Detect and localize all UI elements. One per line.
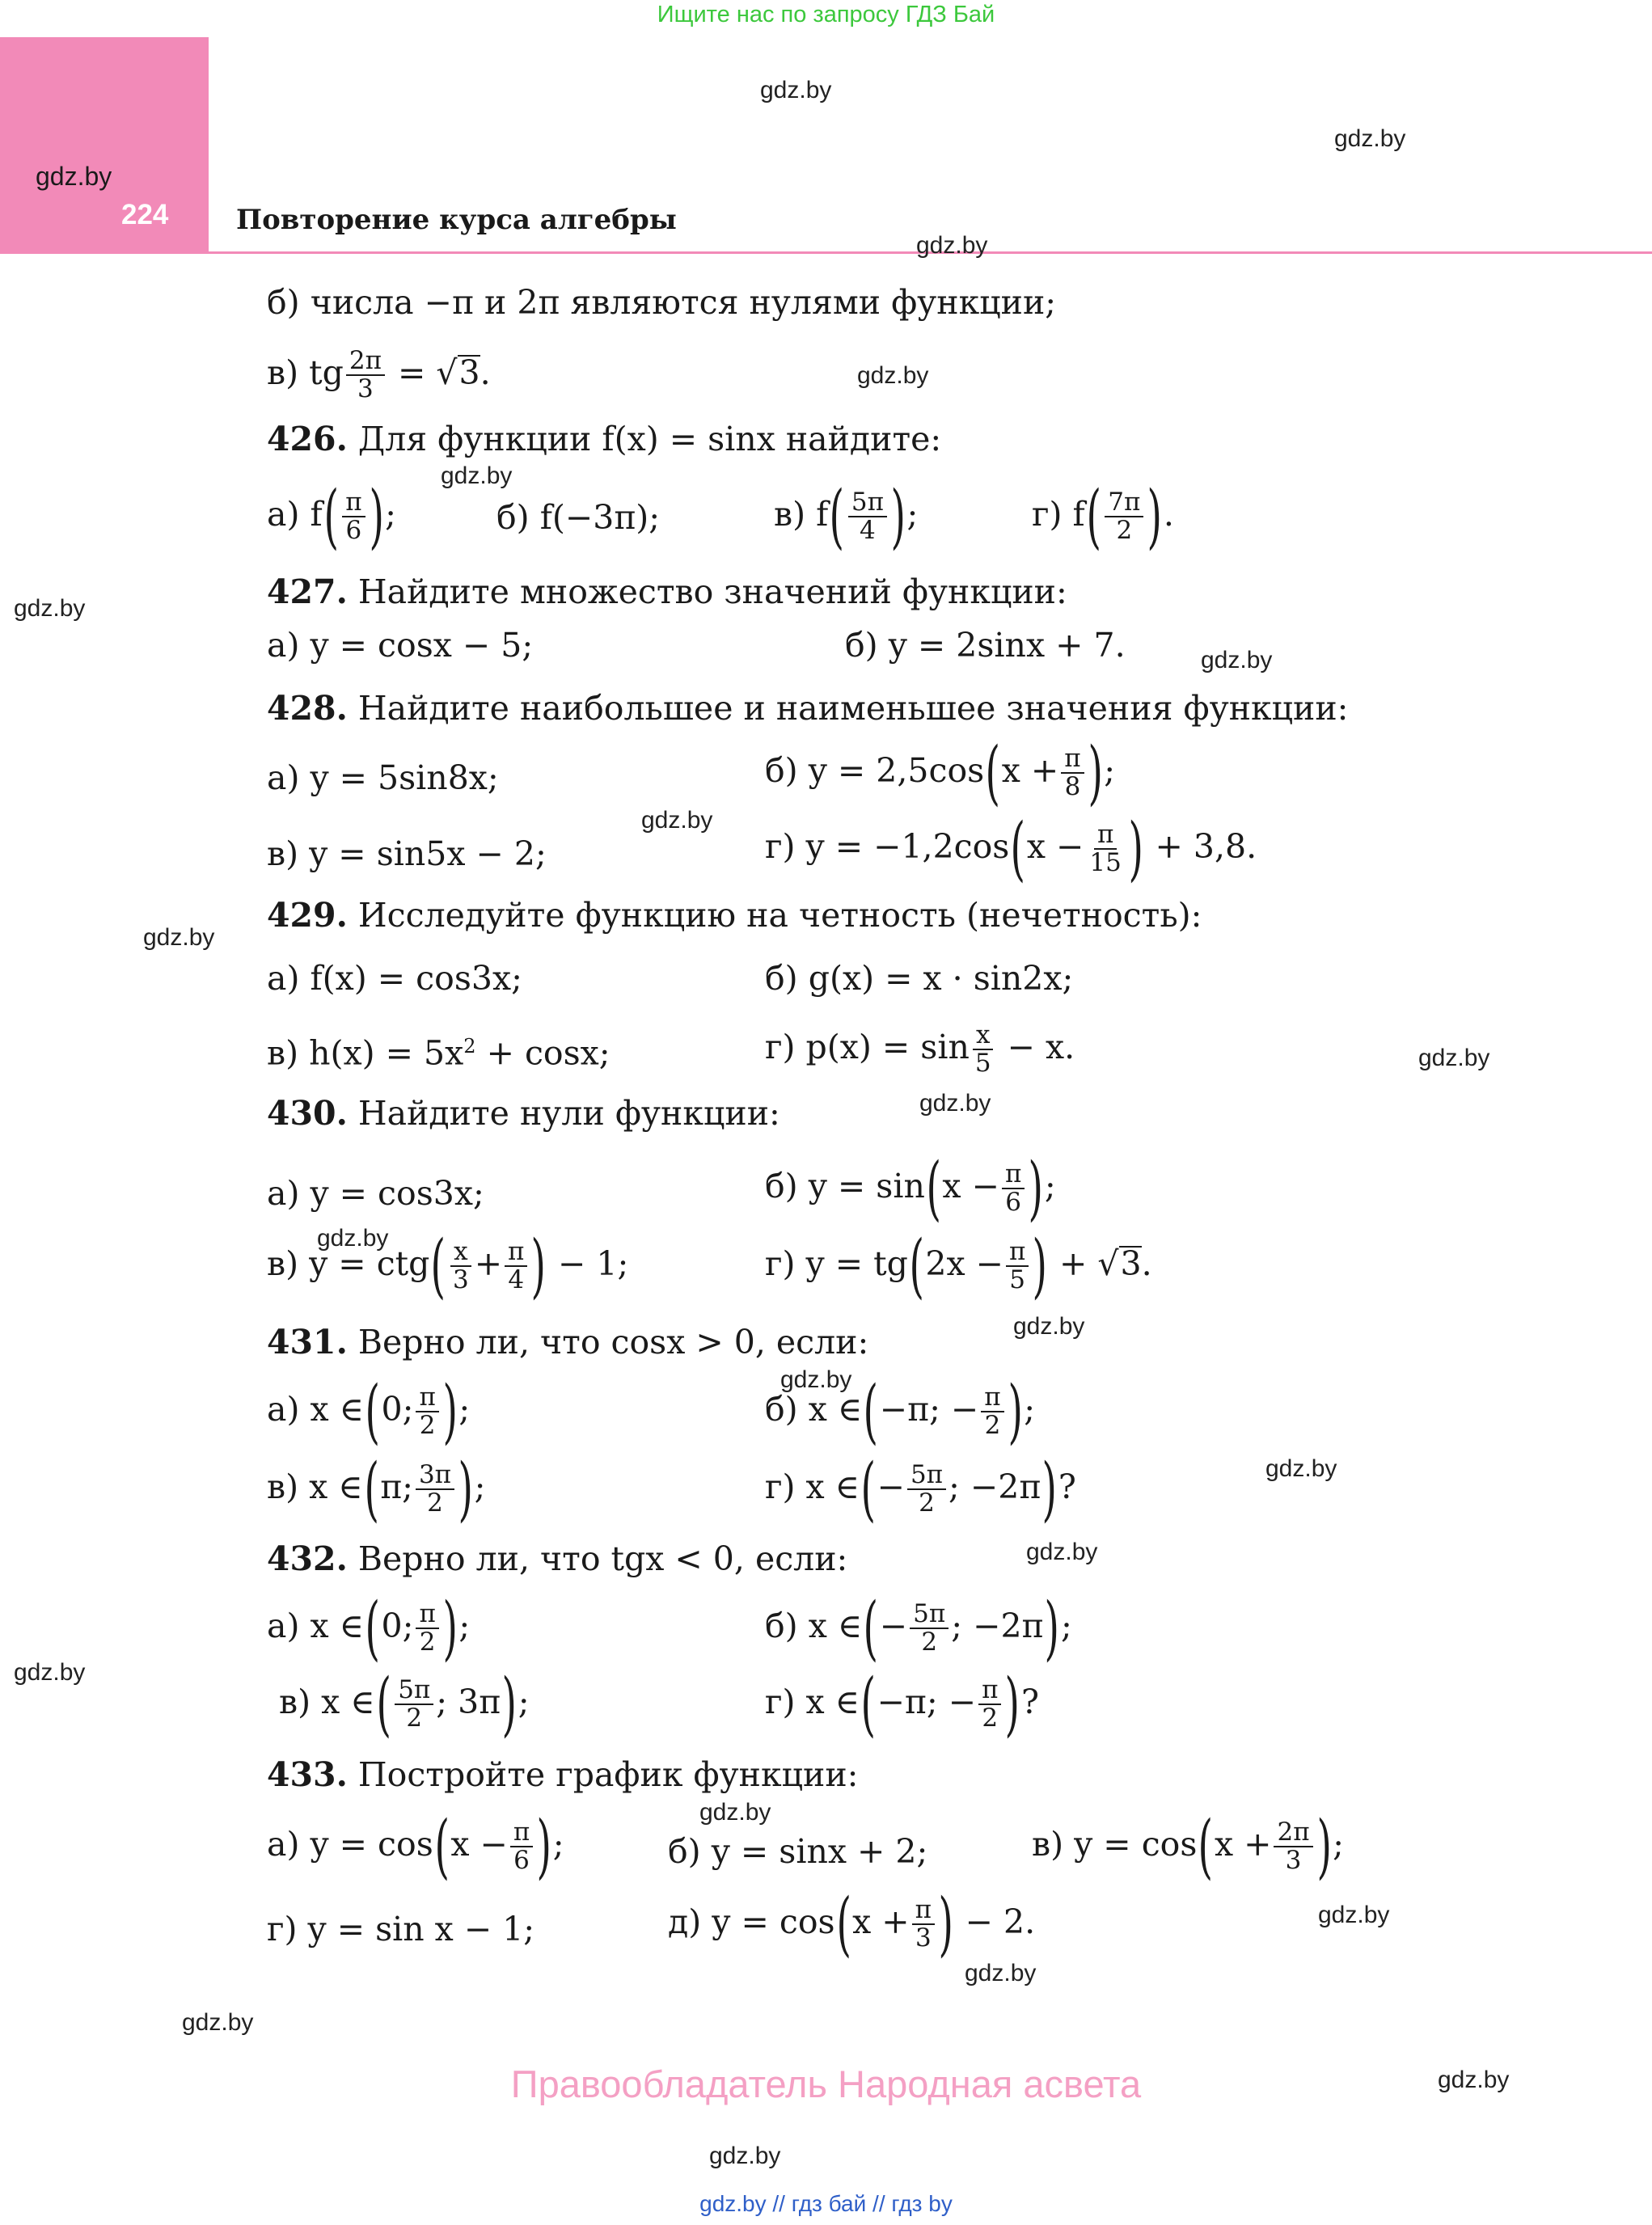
exercise-426-title: 426. Для функции f(x) = sinx найдите: <box>267 420 942 458</box>
exercise-item: г) p(x) = sin $\frac{x}{5}$ − x. <box>765 1020 1075 1079</box>
exercise-item: а) y = cosx − 5; <box>267 626 534 665</box>
exercise-item: в) f( $\frac{5\pi}{4}$ ); <box>774 476 919 558</box>
exercise-item: б) x ∈(− $\frac{5\pi}{2}$ ; −2π); <box>765 1588 1072 1670</box>
exercise-item: г) x ∈(−π; − $\frac{\pi}{2}$ )? <box>765 1664 1039 1746</box>
exercise-item: в) x ∈( $\frac{5\pi}{2}$ ; 3π); <box>279 1664 530 1746</box>
watermark: gdz.by <box>760 77 832 103</box>
watermark: gdz.by <box>441 462 513 489</box>
exercise-item: б) g(x) = x · sin2x; <box>765 959 1074 998</box>
watermark: gdz.by <box>780 1366 852 1393</box>
watermark: gdz.by <box>919 1090 991 1117</box>
watermark: gdz.by <box>641 807 713 834</box>
watermark: gdz.by <box>1438 2067 1510 2093</box>
exercise-item: б) x ∈(−π; − $\frac{\pi}{2}$ ); <box>765 1371 1036 1453</box>
exercise-item: б) y = 2sinx + 7. <box>845 626 1126 665</box>
watermark: gdz.by <box>709 2143 781 2169</box>
exercise-431-title: 431. Верно ли, что cosx > 0, если: <box>267 1323 869 1362</box>
exercise-item: в) x ∈(π; $\frac{3\pi}{2}$ ); <box>267 1449 486 1530</box>
watermark: gdz.by <box>1418 1045 1490 1071</box>
exercise-item: б) f(−3π); <box>496 498 661 537</box>
exercise-428-title: 428. Найдите наибольшее и наименьшее значения функции: <box>267 689 1349 728</box>
watermark: gdz.by <box>317 1225 389 1252</box>
exercise-item: а) y = 5sin8x; <box>267 758 499 797</box>
exercise-433-title: 433. Постройте график функции: <box>267 1755 859 1794</box>
running-header: Повторение курса алгебры <box>236 204 677 236</box>
watermark: gdz.by <box>916 232 988 259</box>
exercise-item: а) x ∈(0; $\frac{\pi}{2}$ ); <box>267 1588 471 1670</box>
exercise-item: в) $h(x) = 5x^2 + \cos x$; <box>267 1033 611 1073</box>
exercise-item: в) y = ctg( $\frac{x}{3}$ + $\frac{\pi}{4}$ ) − 1; <box>267 1226 629 1307</box>
exercise-430-title: 430. Найдите нули функции: <box>267 1094 780 1133</box>
watermark: gdz.by <box>1318 1902 1390 1928</box>
exercise-item: а) y = cos(x − $\frac{\pi}{6}$ ); <box>267 1806 564 1888</box>
page-number: 224 <box>121 199 169 230</box>
watermark: gdz.by <box>857 362 929 389</box>
exercise-item: в) tg $\frac{2\pi}{3}$ = √3. <box>267 346 491 404</box>
exercise-item: а) f( $\frac{\pi}{6}$ ); <box>267 476 396 558</box>
page-tab <box>0 37 209 254</box>
exercise-item: г) x ∈(− $\frac{5\pi}{2}$ ; −2π)? <box>765 1449 1076 1530</box>
exercise-item: а) x ∈(0; $\frac{\pi}{2}$ ); <box>267 1371 471 1453</box>
watermark: gdz.by <box>143 924 215 951</box>
exercise-429-title: 429. Исследуйте функцию на четность (нечетность): <box>267 896 1202 935</box>
exercise-item: г) y = tg(2x − $\frac{\pi}{5}$ ) + √3. <box>765 1226 1152 1307</box>
watermark: gdz.by <box>1201 647 1273 673</box>
exercise-item: г) y = −1,2cos(x − $\frac{\pi}{15}$ ) + 3,8. <box>765 809 1257 890</box>
exercise-item: а) f(x) = cos3x; <box>267 959 522 998</box>
watermark: gdz.by <box>1265 1455 1337 1482</box>
exercise-item: в) y = cos(x + $\frac{2\pi}{3}$ ); <box>1032 1806 1344 1888</box>
watermark: gdz.by <box>182 2009 254 2036</box>
exercise-item: д) y = cos(x + $\frac{\pi}{3}$ ) − 2. <box>668 1884 1036 1965</box>
exercise-item: в) y = sin5x − 2; <box>267 834 547 873</box>
exercise-item: г) y = sin x − 1; <box>267 1910 535 1948</box>
watermark: gdz.by <box>14 595 86 622</box>
exercise-item: б) y = sin(x − $\frac{\pi}{6}$ ); <box>765 1148 1056 1230</box>
watermark: gdz.by <box>1026 1539 1098 1565</box>
exercise-427-title: 427. Найдите множество значений функции: <box>267 572 1067 611</box>
top-banner: Ищите нас по запросу ГДЗ Бай <box>657 2 995 27</box>
exercise-432-title: 432. Верно ли, что tgx < 0, если: <box>267 1539 848 1578</box>
watermark: gdz.by <box>14 1659 86 1686</box>
watermark: gdz.by <box>965 1960 1037 1986</box>
exercise-item: б) y = sinx + 2; <box>668 1832 928 1871</box>
watermark: gdz.by <box>1013 1313 1085 1340</box>
exercise-item: б) числа −π и 2π являются нулями функции; <box>267 283 1057 322</box>
footer-links[interactable]: gdz.by // гдз бай // гдз by <box>699 2191 953 2216</box>
watermark: gdz.by <box>699 1799 771 1826</box>
exercise-item: б) y = 2,5cos(x + $\frac{\pi}{8}$ ); <box>765 733 1116 814</box>
watermark: gdz.by <box>1334 125 1406 152</box>
watermark: gdz.by <box>36 162 112 191</box>
exercise-item: а) y = cos3x; <box>267 1174 484 1213</box>
exercise-item: г) f( $\frac{7\pi}{2}$ ). <box>1032 476 1174 558</box>
copyright-notice: Правообладатель Народная асвета <box>510 2062 1142 2105</box>
